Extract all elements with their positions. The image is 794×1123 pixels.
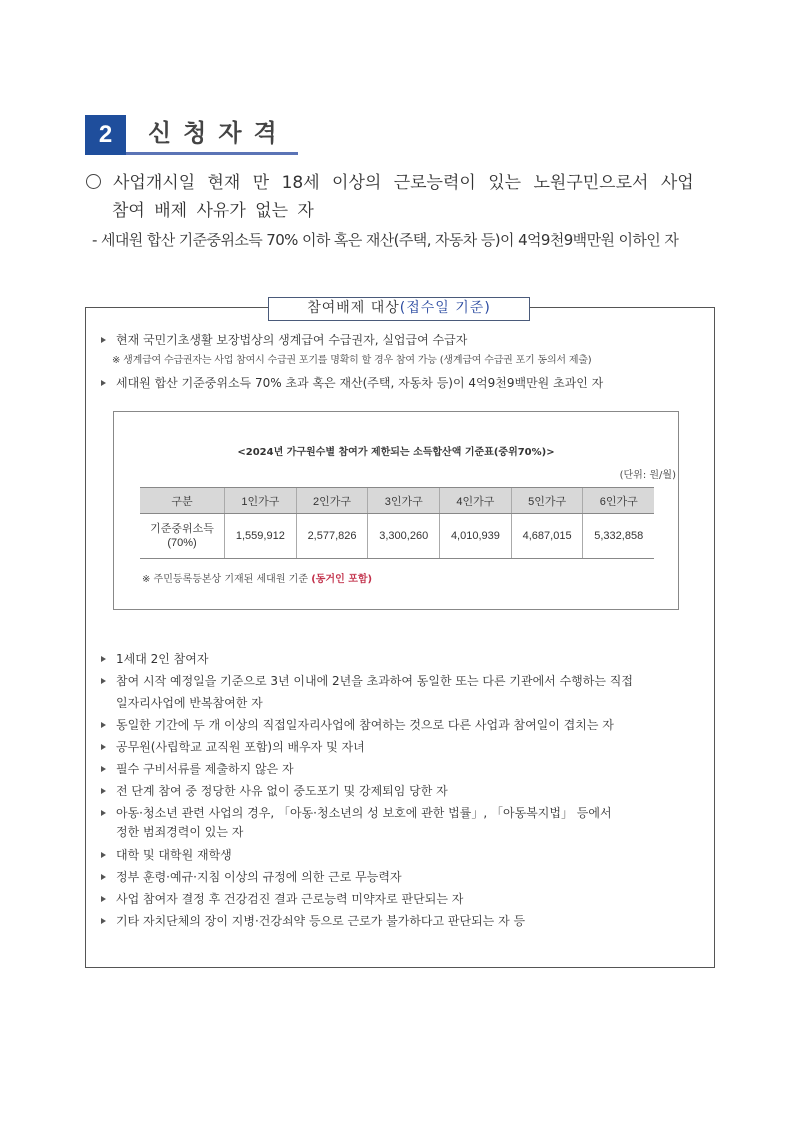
table-header: 5인가구 (511, 488, 583, 514)
table-cell: 1,559,912 (225, 514, 297, 559)
exclusion-item (101, 782, 448, 800)
row-label-line1: 기준중위소득 (150, 523, 214, 535)
exclusion-item-text: 현재 국민기초생활 보장법상의 생계급여 수급권자, 실업급여 수급자 (116, 333, 468, 347)
table-row-label (140, 514, 225, 559)
exclusion-box-title (268, 297, 530, 321)
qualification-main (86, 171, 694, 195)
exclusion-item (101, 716, 614, 734)
triangle-bullet-icon (101, 788, 106, 794)
exclusion-item-text: 공무원(사립학교 교직원 포함)의 배우자 및 자녀 (116, 740, 365, 754)
table-cell: 3,300,260 (368, 514, 440, 559)
section-title-underline (126, 152, 298, 155)
triangle-bullet-icon (101, 678, 106, 684)
table-header: 1인가구 (225, 488, 297, 514)
exclusion-item (101, 738, 365, 756)
table-header-row (140, 488, 654, 514)
exclusion-item (101, 868, 402, 886)
exclusion-item-income (101, 374, 603, 392)
qualification-text-line1: 사업개시일 현재 만 18세 이상의 근로능력이 있는 노원구민으로서 사업 (113, 173, 694, 193)
table-cell: 2,577,826 (296, 514, 368, 559)
exclusion-title-date-basis: (접수일 기준) (399, 300, 491, 316)
triangle-bullet-icon (101, 744, 106, 750)
exclusion-item-text: 동일한 기간에 두 개 이상의 직접일자리사업에 참여하는 것으로 다른 사업과 참여일이 겹치는 자 (116, 718, 614, 732)
exclusion-item-text: 1세대 2인 참여자 (116, 652, 209, 666)
income-table-unit: (단위: 원/월) (619, 470, 676, 481)
note-highlight: (동거인 포함) (311, 574, 373, 585)
triangle-bullet-icon (101, 337, 106, 343)
triangle-bullet-icon (101, 896, 106, 902)
exclusion-item-text: 필수 구비서류를 제출하지 않은 자 (116, 762, 294, 776)
section-number-badge: 2 (85, 115, 126, 155)
exclusion-item (101, 331, 467, 349)
triangle-bullet-icon (101, 656, 106, 662)
triangle-bullet-icon (101, 852, 106, 858)
exclusion-item-text: 대학 및 대학원 재학생 (116, 848, 232, 862)
exclusion-item-text: 기타 자치단체의 장이 지병·건강쇠약 등으로 근로가 불가하다고 판단되는 자 등 (116, 914, 526, 928)
exclusion-item (101, 650, 208, 668)
table-row (140, 514, 654, 559)
note-text: ※ 주민등록등본상 기재된 세대원 기준 (142, 574, 312, 585)
qualification-subcondition: - 세대원 합산 기준중위소득 70% 이하 혹은 재산(주택, 자동차 등)이 4억9천9백만원 이하인 자 (92, 231, 679, 249)
income-table-title: <2024년 가구원수별 참여가 제한되는 소득합산액 기준표(중위70%)> (237, 447, 555, 458)
table-cell: 5,332,858 (583, 514, 654, 559)
exclusion-item-continuation: 정한 범죄경력이 있는 자 (116, 825, 244, 839)
triangle-bullet-icon (101, 810, 106, 816)
exclusion-item-text: 세대원 합산 기준중위소득 70% 초과 혹은 재산(주택, 자동차 등)이 4억9천9백만원 초과인 자 (116, 376, 604, 390)
exclusion-item (101, 890, 463, 908)
table-cell: 4,687,015 (511, 514, 583, 559)
triangle-bullet-icon (101, 380, 106, 386)
table-header: 4인가구 (440, 488, 512, 514)
exclusion-item-text: 참여 시작 예정일을 기준으로 3년 이내에 2년을 초과하여 동일한 또는 다른 기관에서 수행하는 직접 (116, 674, 633, 688)
table-header: 구분 (140, 488, 225, 514)
exclusion-item (101, 672, 633, 690)
section-title: 신청자격 (148, 119, 289, 147)
exclusion-item (101, 760, 294, 778)
triangle-bullet-icon (101, 766, 106, 772)
triangle-bullet-icon (101, 874, 106, 880)
exclusion-title-text: 참여배제 대상 (307, 300, 400, 316)
income-table-note (142, 570, 372, 585)
circle-bullet-icon (86, 174, 101, 189)
table-header: 6인가구 (583, 488, 654, 514)
exclusion-item-text: 아동·청소년 관련 사업의 경우, 「아동·청소년의 성 보호에 관한 법률」, 「아동복지법」 등에서 (116, 806, 612, 820)
exclusion-item (101, 912, 525, 930)
exclusion-item (101, 804, 612, 822)
triangle-bullet-icon (101, 918, 106, 924)
exclusion-item-text: 정부 훈령·예규·지침 이상의 규정에 의한 근로 무능력자 (116, 870, 402, 884)
table-cell: 4,010,939 (440, 514, 512, 559)
exclusion-note: ※ 생계급여 수급권자는 사업 참여시 수급권 포기를 명확히 할 경우 참여 가능 (생계급여 수급권 포기 동의서 제출) (112, 355, 592, 366)
qualification-text-line2: 참여 배제 사유가 없는 자 (112, 201, 314, 221)
exclusion-item-text: 전 단계 참여 중 정당한 사유 없이 중도포기 및 강제퇴임 당한 자 (116, 784, 448, 798)
exclusion-item-continuation: 일자리사업에 반복참여한 자 (116, 696, 263, 710)
triangle-bullet-icon (101, 722, 106, 728)
exclusion-item (101, 846, 232, 864)
income-table (140, 487, 654, 559)
exclusion-item-text: 사업 참여자 결정 후 건강검진 결과 근로능력 미약자로 판단되는 자 (116, 892, 464, 906)
row-label-line2: (70%) (167, 537, 197, 549)
table-header: 3인가구 (368, 488, 440, 514)
table-header: 2인가구 (296, 488, 368, 514)
